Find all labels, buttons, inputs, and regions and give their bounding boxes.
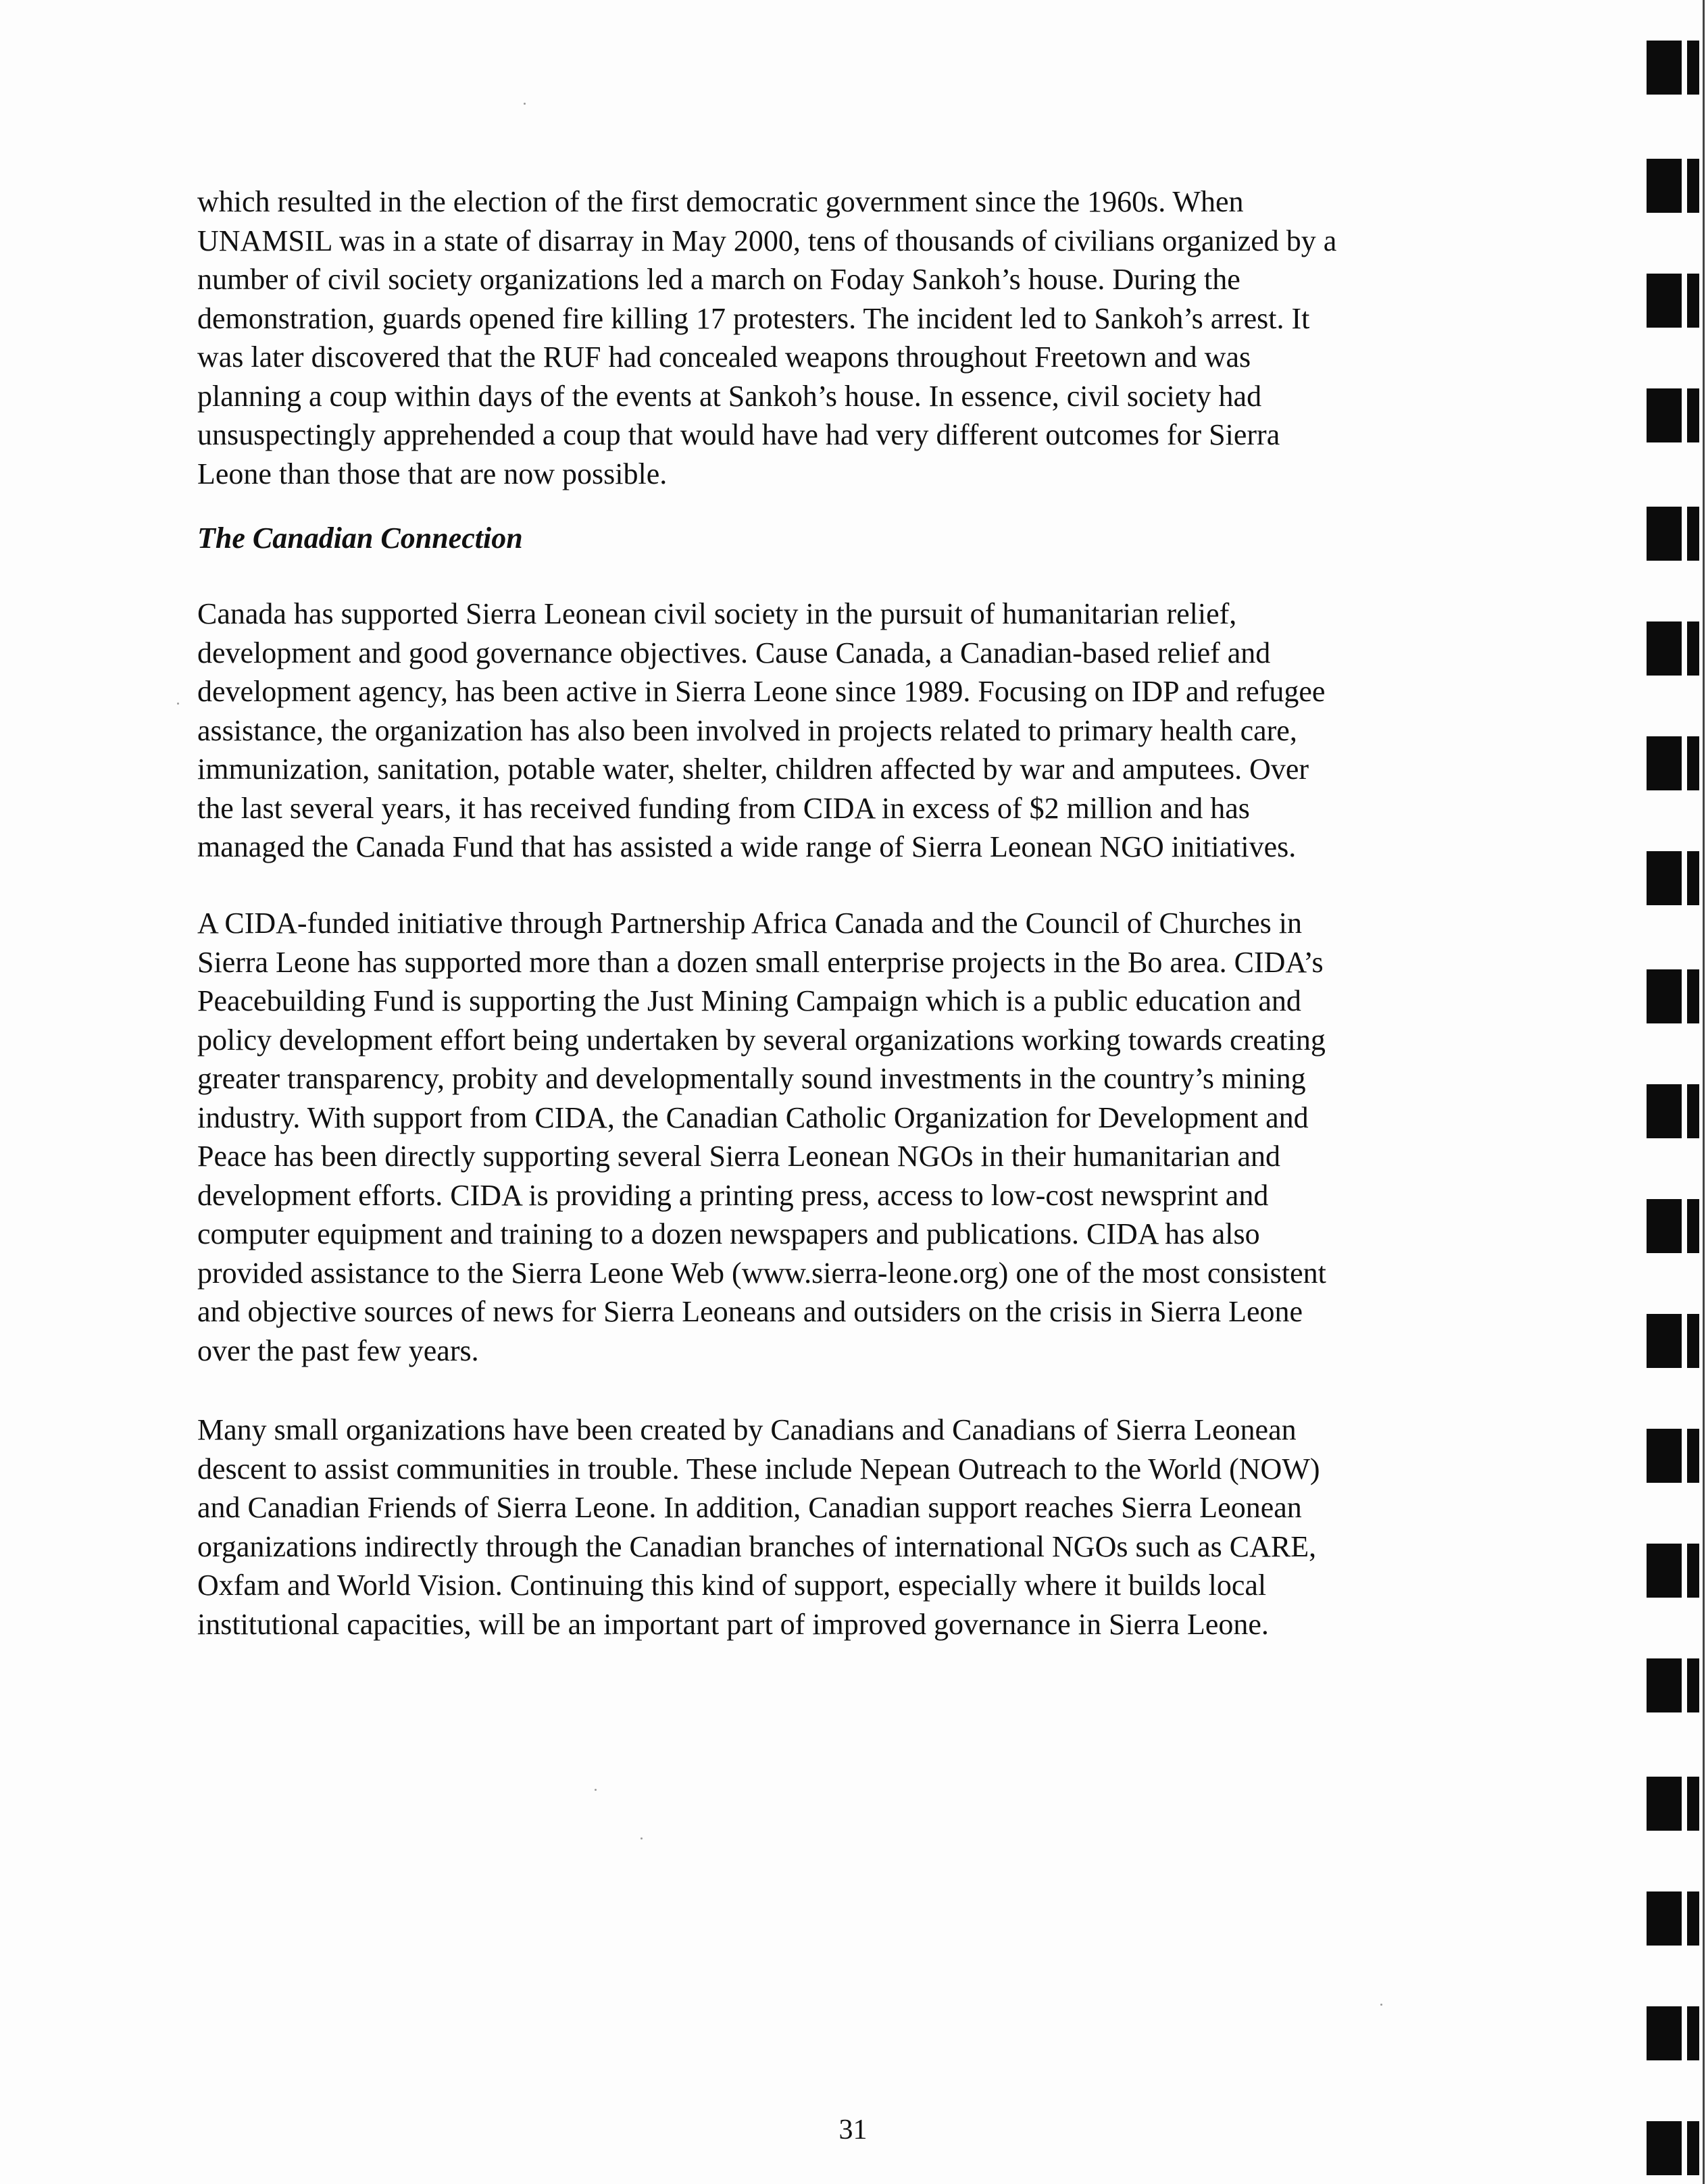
paragraph-line: planning a coup within days of the events at Sankoh’s house. In essence, civil society had <box>197 379 1262 413</box>
binding-tooth <box>1647 2006 1699 2060</box>
paragraph-line: unsuspectingly apprehended a coup that would have had very different outcomes for Sierra <box>197 418 1280 451</box>
paragraph-line: which resulted in the election of the first democratic government since the 1960s. When <box>197 185 1244 218</box>
paragraph-2 <box>197 594 1515 867</box>
binding-tooth <box>1647 1084 1699 1138</box>
binding-tooth <box>1647 2121 1699 2175</box>
paragraph-line: Peacebuilding Fund is supporting the Just Mining Campaign which is a public education and <box>197 984 1301 1017</box>
paragraph-line: Oxfam and World Vision. Continuing this kind of support, especially where it builds local <box>197 1569 1267 1602</box>
paragraph-3 <box>197 904 1515 1370</box>
binding-spine <box>1703 0 1705 2184</box>
paragraph-line: and objective sources of news for Sierra Leoneans and outsiders on the crisis in Sierra Leone <box>197 1295 1303 1328</box>
paragraph-line: Canada has supported Sierra Leonean civil society in the pursuit of humanitarian relief, <box>197 597 1237 630</box>
scan-speck <box>1380 2004 1382 2006</box>
scan-speck <box>641 1837 643 1839</box>
paragraph-line: was later discovered that the RUF had concealed weapons throughout Freetown and was <box>197 340 1251 374</box>
binding-tooth <box>1647 1429 1699 1483</box>
paragraph-line: and Canadian Friends of Sierra Leone. In addition, Canadian support reaches Sierra Leonean <box>197 1491 1302 1524</box>
binding-tooth <box>1647 388 1699 442</box>
paragraph-line: assistance, the organization has also been involved in projects related to primary health care, <box>197 713 1297 747</box>
scan-speck <box>595 1789 597 1791</box>
paragraph-line: demonstration, guards opened fire killing 17 protesters. The incident led to Sankoh’s arrest. It <box>197 301 1310 335</box>
binding-tooth <box>1647 969 1699 1023</box>
paragraph-line: greater transparency, probity and developmentally sound investments in the country’s mining <box>197 1062 1306 1095</box>
paragraph-line: UNAMSIL was in a state of disarray in May 2000, tens of thousands of civilians organized by a <box>197 224 1337 257</box>
binding-tooth <box>1647 274 1699 328</box>
paragraph-4 <box>197 1411 1515 1644</box>
binding-tooth <box>1647 1544 1699 1598</box>
scan-speck <box>524 103 526 105</box>
paragraph-line: development agency, has been active in Sierra Leone since 1989. Focusing on IDP and refugee <box>197 675 1326 708</box>
paragraph-1 <box>197 182 1515 493</box>
binding-tooth <box>1647 1658 1699 1712</box>
binding-tooth <box>1647 41 1699 95</box>
paragraph-line: development and good governance objectives. Cause Canada, a Canadian-based relief and <box>197 636 1271 669</box>
paragraph-line: the last several years, it has received funding from CIDA in excess of $2 million and has <box>197 791 1250 825</box>
paragraph-line: managed the Canada Fund that has assisted a wide range of Sierra Leonean NGO initiatives. <box>197 830 1297 863</box>
paragraph-line: computer equipment and training to a dozen newspapers and publications. CIDA has also <box>197 1217 1260 1250</box>
paragraph-line: provided assistance to the Sierra Leone Web (www.sierra-leone.org) one of the most consistent <box>197 1256 1326 1290</box>
page-number: 31 <box>838 2114 868 2145</box>
binding-tooth <box>1647 1891 1699 1946</box>
binding-tooth <box>1647 1314 1699 1368</box>
comb-binding <box>1632 0 1706 2184</box>
paragraph-line: descent to assist communities in trouble. These include Nepean Outreach to the World (NOW) <box>197 1452 1320 1485</box>
binding-tooth <box>1647 507 1699 561</box>
paragraph-line: immunization, sanitation, potable water, shelter, children affected by war and amputees. Over <box>197 753 1309 786</box>
paragraph-line: Peace has been directly supporting several Sierra Leonean NGOs in their humanitarian and <box>197 1140 1280 1173</box>
paragraph-line: over the past few years. <box>197 1334 479 1367</box>
binding-tooth <box>1647 1199 1699 1253</box>
paragraph-line: industry. With support from CIDA, the Canadian Catholic Organization for Development and <box>197 1100 1309 1134</box>
binding-tooth <box>1647 621 1699 676</box>
paragraph-line: Leone than those that are now possible. <box>197 457 668 490</box>
paragraph-line: A CIDA-funded initiative through Partnership Africa Canada and the Council of Churches in <box>197 907 1302 940</box>
paragraph-line: number of civil society organizations led a march on Foday Sankoh’s house. During the <box>197 263 1240 296</box>
scan-speck <box>177 703 179 705</box>
binding-tooth <box>1647 736 1699 790</box>
binding-tooth <box>1647 1777 1699 1831</box>
binding-tooth <box>1647 851 1699 905</box>
binding-tooth <box>1647 159 1699 213</box>
section-heading: The Canadian Connection <box>197 522 523 555</box>
paragraph-line: development efforts. CIDA is providing a printing press, access to low-cost newsprint and <box>197 1178 1269 1212</box>
paragraph-line: Many small organizations have been created by Canadians and Canadians of Sierra Leonean <box>197 1413 1297 1446</box>
paragraph-line: institutional capacities, will be an important part of improved governance in Sierra Leone. <box>197 1607 1269 1641</box>
paragraph-line: policy development effort being undertaken by several organizations working towards creating <box>197 1023 1326 1057</box>
paragraph-line: organizations indirectly through the Canadian branches of international NGOs such as CARE, <box>197 1529 1317 1563</box>
paragraph-line: Sierra Leone has supported more than a dozen small enterprise projects in the Bo area. CIDA’s <box>197 945 1324 979</box>
